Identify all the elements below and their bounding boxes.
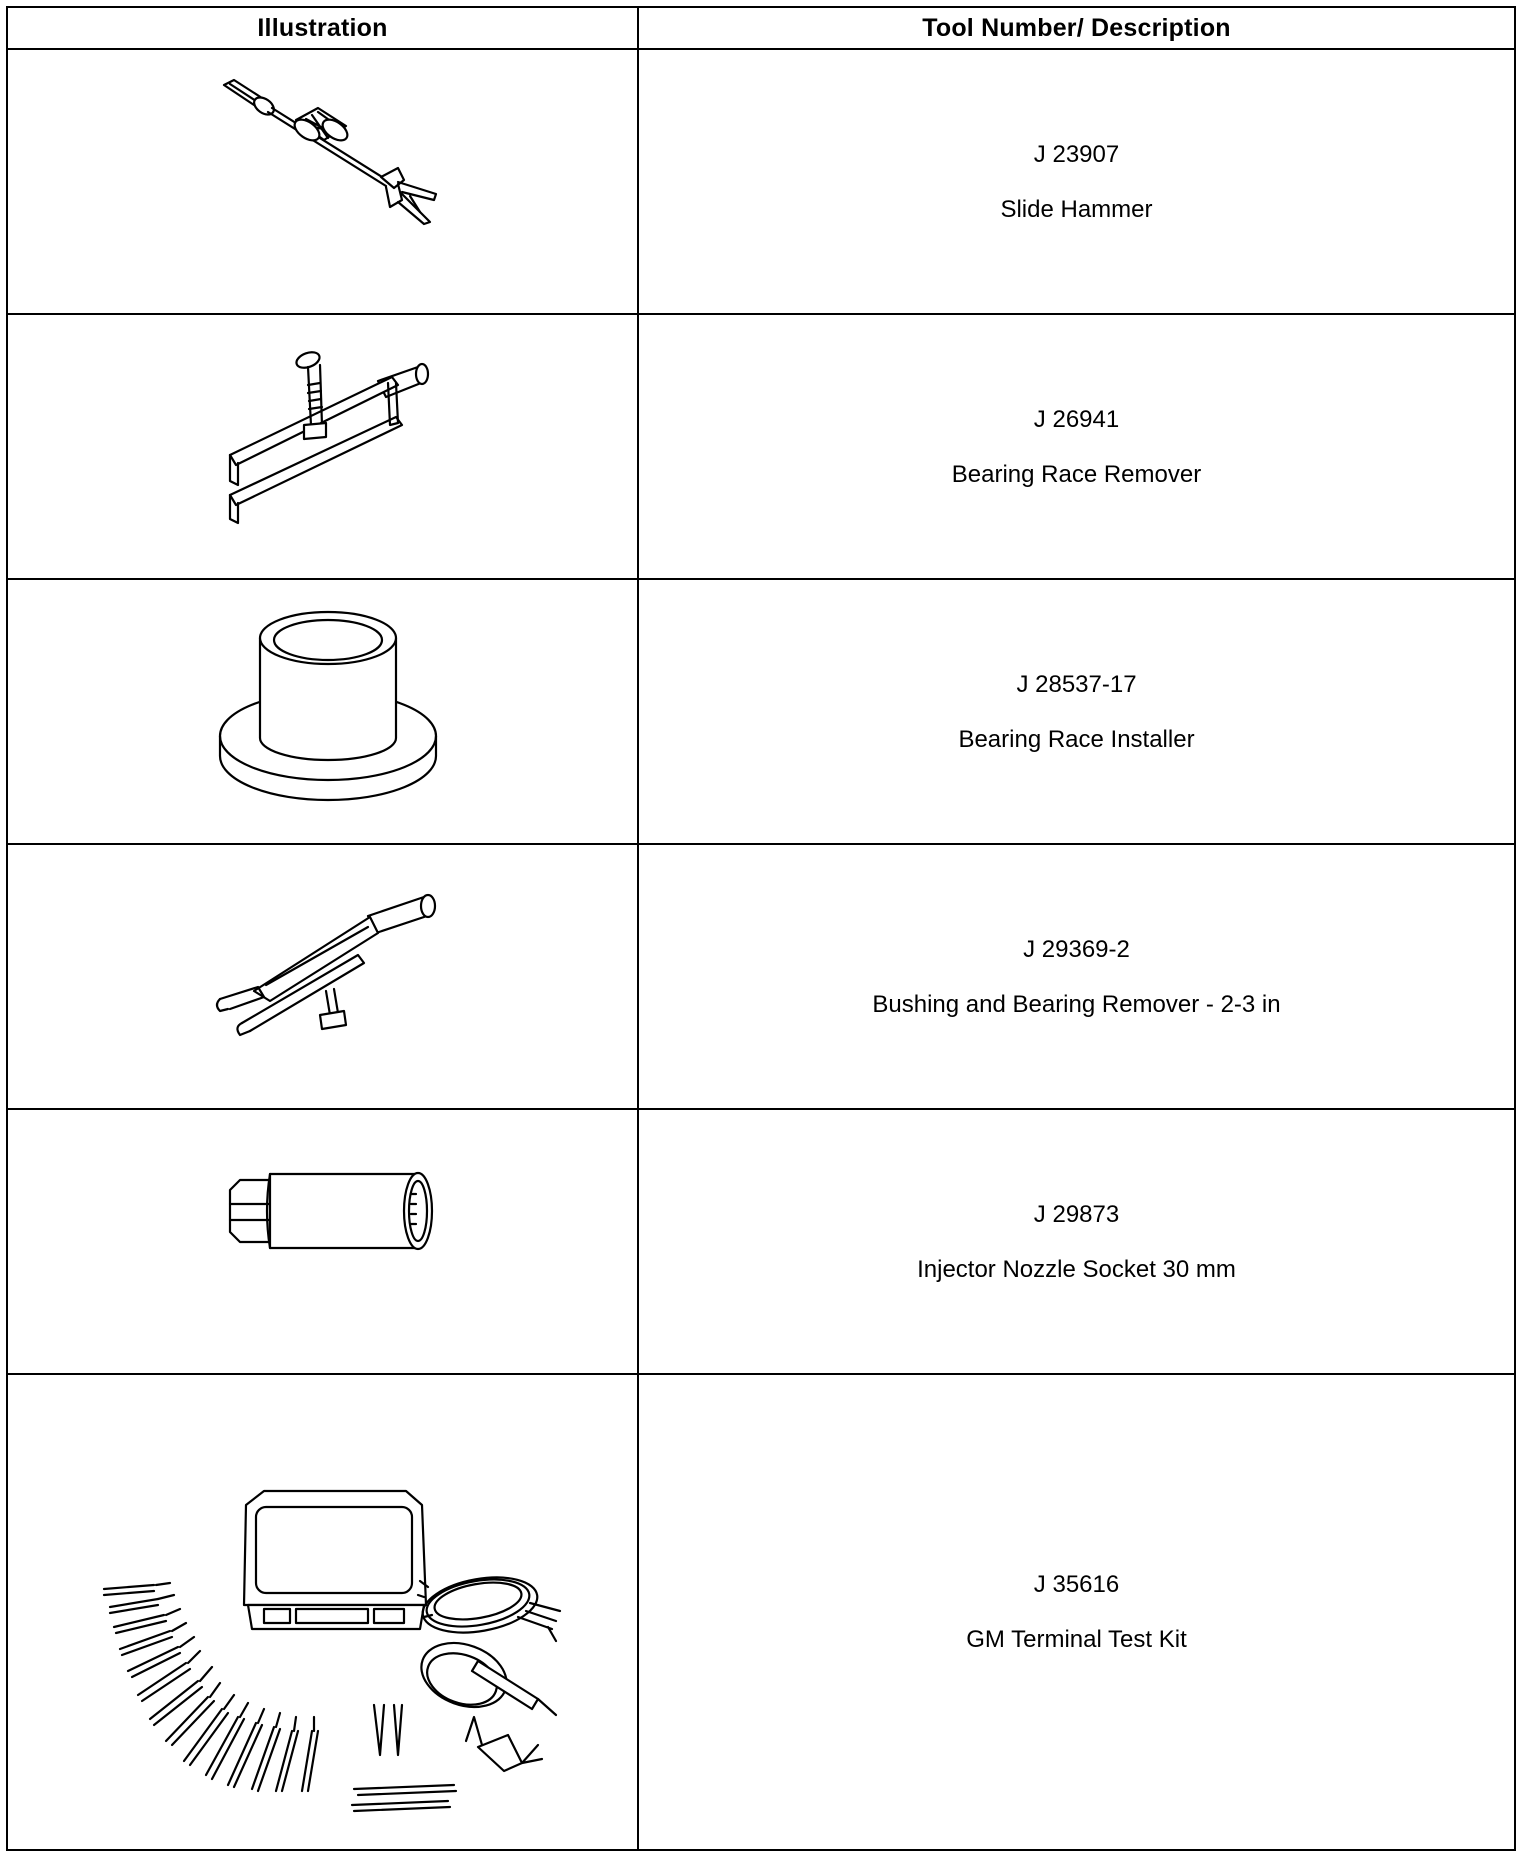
tool-description: Bushing and Bearing Remover - 2-3 in [872,990,1281,1018]
tool-number: J 29873 [1033,1200,1120,1228]
tool-description: Bearing Race Installer [958,725,1195,753]
tool-description: Slide Hammer [1000,195,1153,223]
illustration-cell [7,1374,638,1850]
slide-hammer-icon [8,50,639,313]
illustration-cell [7,844,638,1109]
tool-number: J 26941 [1033,405,1120,433]
table-row [7,844,1515,1109]
table-row [7,579,1515,844]
table-row [7,1109,1515,1374]
tool-cell [638,579,1515,844]
illustration-cell [7,314,638,579]
terminal-test-kit-icon [8,1375,639,1849]
tool-number: J 29369-2 [1023,935,1130,963]
tool-description: GM Terminal Test Kit [966,1626,1187,1653]
bearing-race-installer-icon [8,580,639,843]
illustration-cell [7,1109,638,1374]
tool-cell [638,1109,1515,1374]
header-illustration: Illustration [7,7,638,49]
injector-nozzle-socket-icon [8,1110,639,1373]
special-tools-table [6,6,1516,1851]
header-row [7,7,1515,49]
tool-number: J 23907 [1033,140,1120,168]
tool-cell [638,1374,1515,1850]
bearing-race-remover-icon [8,315,639,578]
table-row [7,1374,1515,1850]
tool-number: J 35616 [1033,1571,1120,1598]
tool-cell [638,314,1515,579]
illustration-cell [7,579,638,844]
tool-description: Injector Nozzle Socket 30 mm [917,1255,1236,1283]
header-tool-number-description: Tool Number/ Description [638,7,1515,49]
illustration-cell [7,49,638,314]
tool-cell [638,49,1515,314]
table-row [7,49,1515,314]
tool-number: J 28537-17 [1016,670,1137,698]
tool-cell [638,844,1515,1109]
tool-description: Bearing Race Remover [951,460,1202,488]
bushing-bearing-remover-icon [8,845,639,1108]
table-row [7,314,1515,579]
